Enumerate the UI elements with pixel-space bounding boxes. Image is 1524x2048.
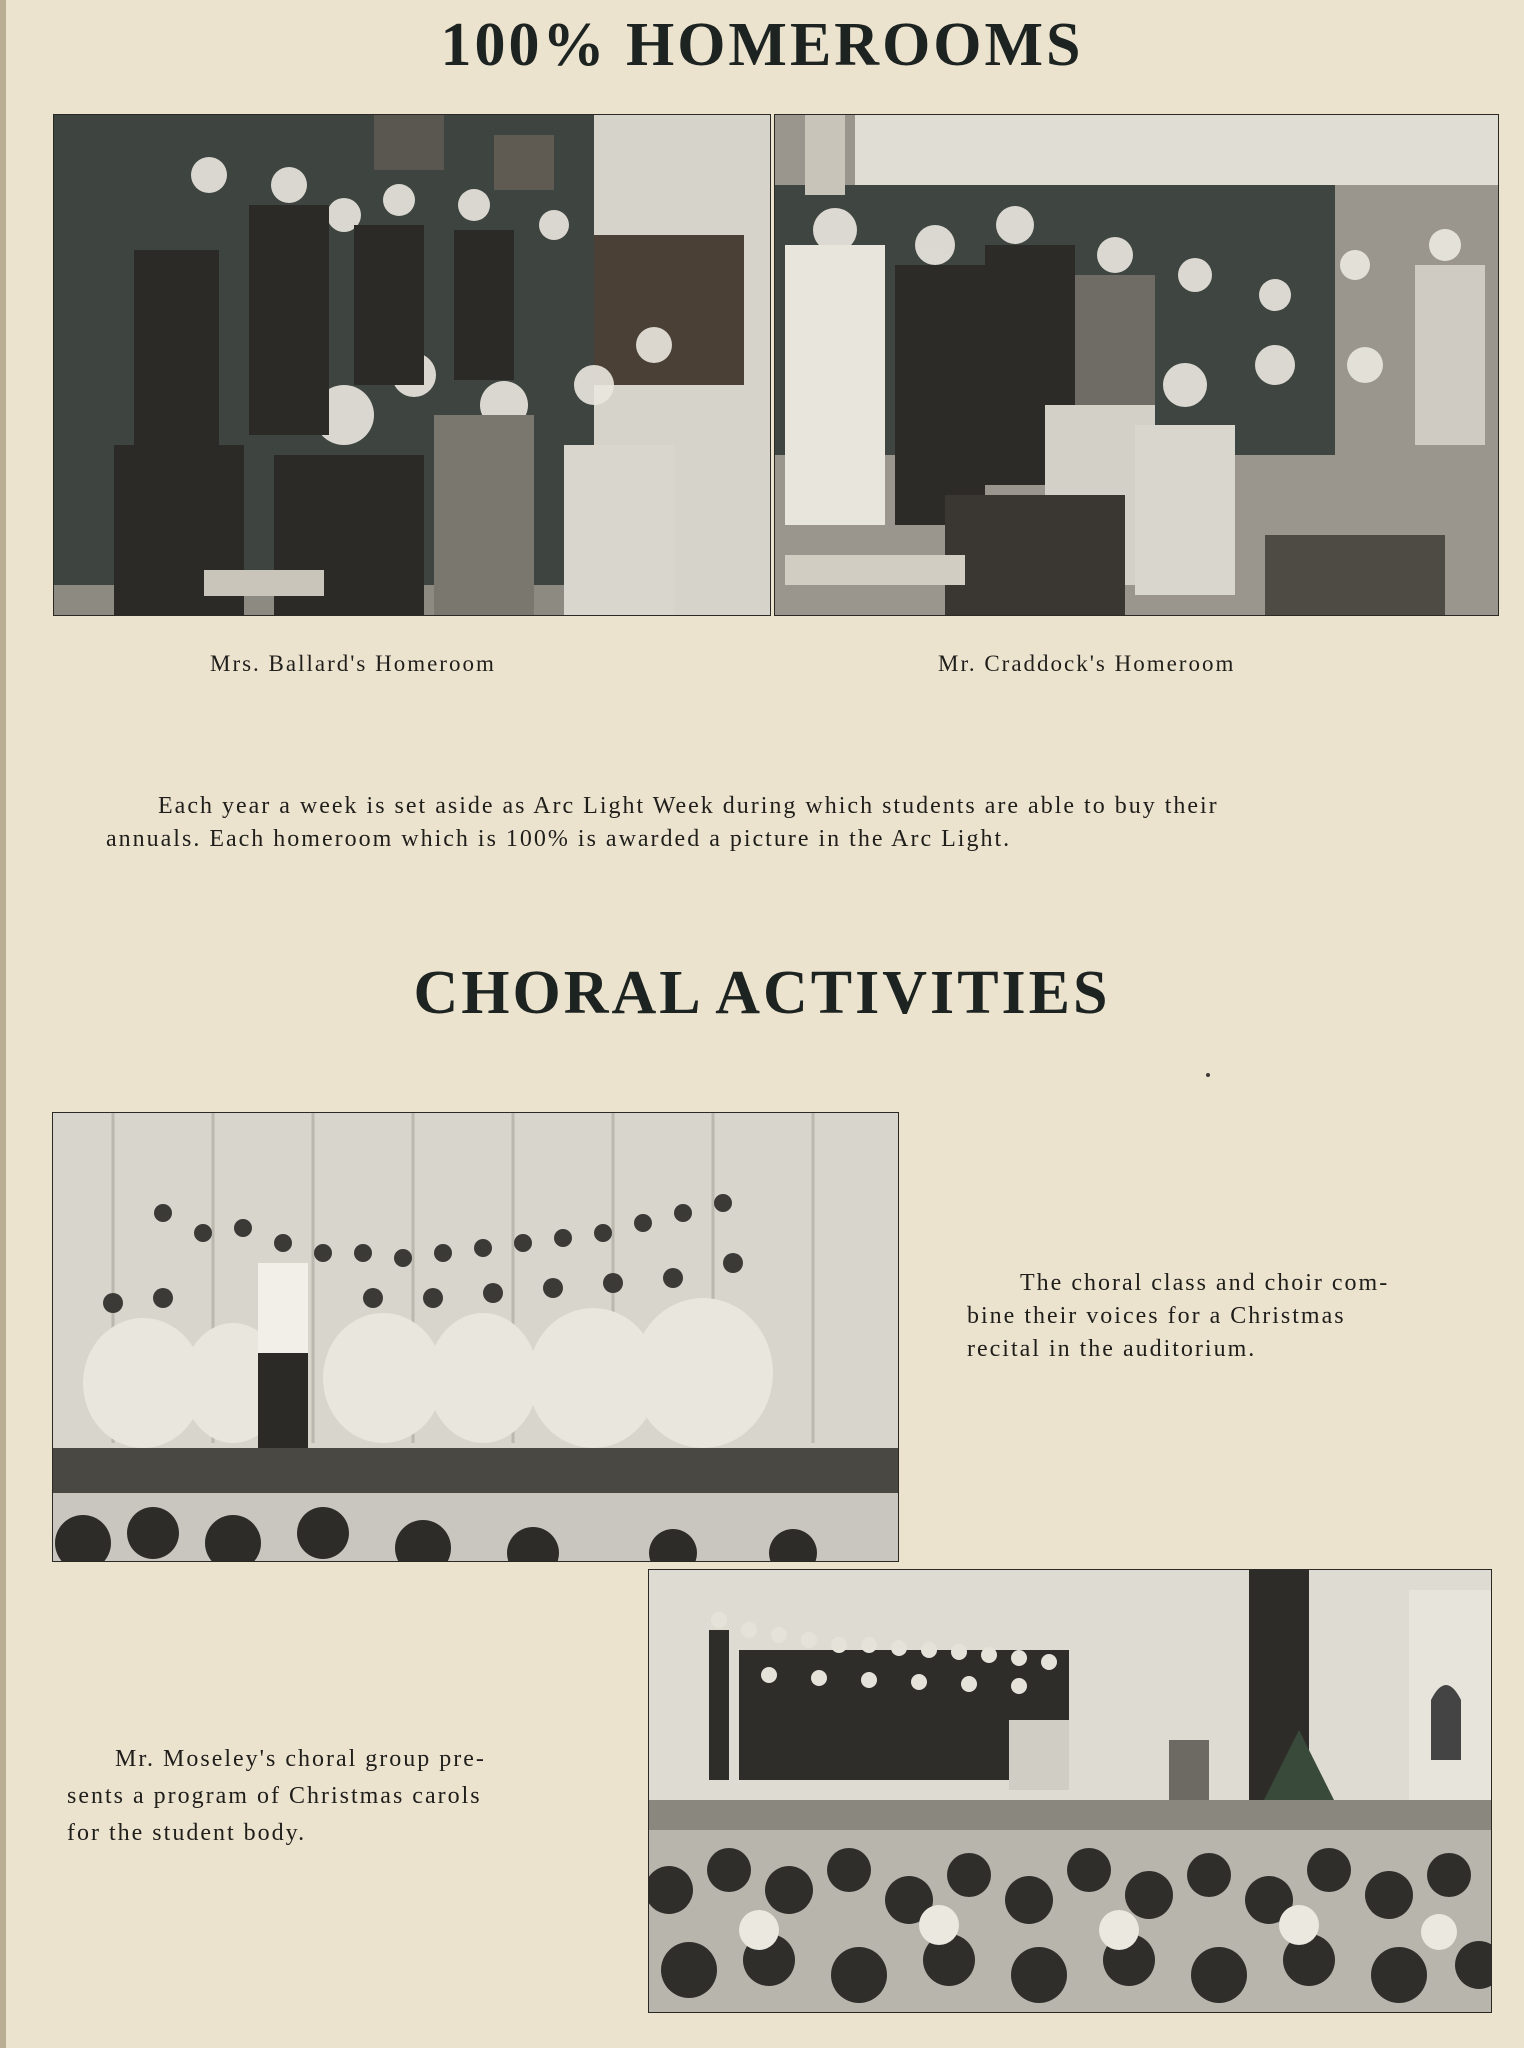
paragraph-line: bine their voices for a Christmas — [967, 1303, 1346, 1329]
recital-paragraph — [967, 1267, 1487, 1366]
homerooms-heading: 100% HOMEROOMS — [440, 11, 1084, 79]
ballard-homeroom-photo — [53, 114, 771, 616]
craddock-homeroom-photo — [774, 114, 1499, 616]
print-speck — [1206, 1073, 1210, 1077]
paragraph-line: annuals. Each homeroom which is 100% is awarded a picture in the Arc Light. — [106, 826, 1012, 852]
paragraph-line: Mr. Moseley's choral group pre- — [115, 1746, 486, 1772]
paragraph-line: recital in the auditorium. — [967, 1336, 1257, 1362]
christmas-recital-photo — [52, 1112, 899, 1562]
paragraph-line: The choral class and choir com- — [1020, 1270, 1390, 1296]
paragraph-line: Each year a week is set aside as Arc Light Week during which students are able to buy their — [158, 793, 1219, 819]
paragraph-line: for the student body. — [67, 1820, 307, 1846]
ballard-homeroom-caption: Mrs. Ballard's Homeroom — [210, 651, 496, 676]
arc-light-week-paragraph — [106, 790, 1506, 856]
christmas-carols-photo — [648, 1569, 1492, 2013]
craddock-homeroom-caption: Mr. Craddock's Homeroom — [938, 651, 1236, 676]
carols-paragraph — [67, 1741, 627, 1852]
paragraph-line: sents a program of Christmas carols — [67, 1783, 482, 1809]
choral-activities-heading: CHORAL ACTIVITIES — [413, 959, 1111, 1027]
